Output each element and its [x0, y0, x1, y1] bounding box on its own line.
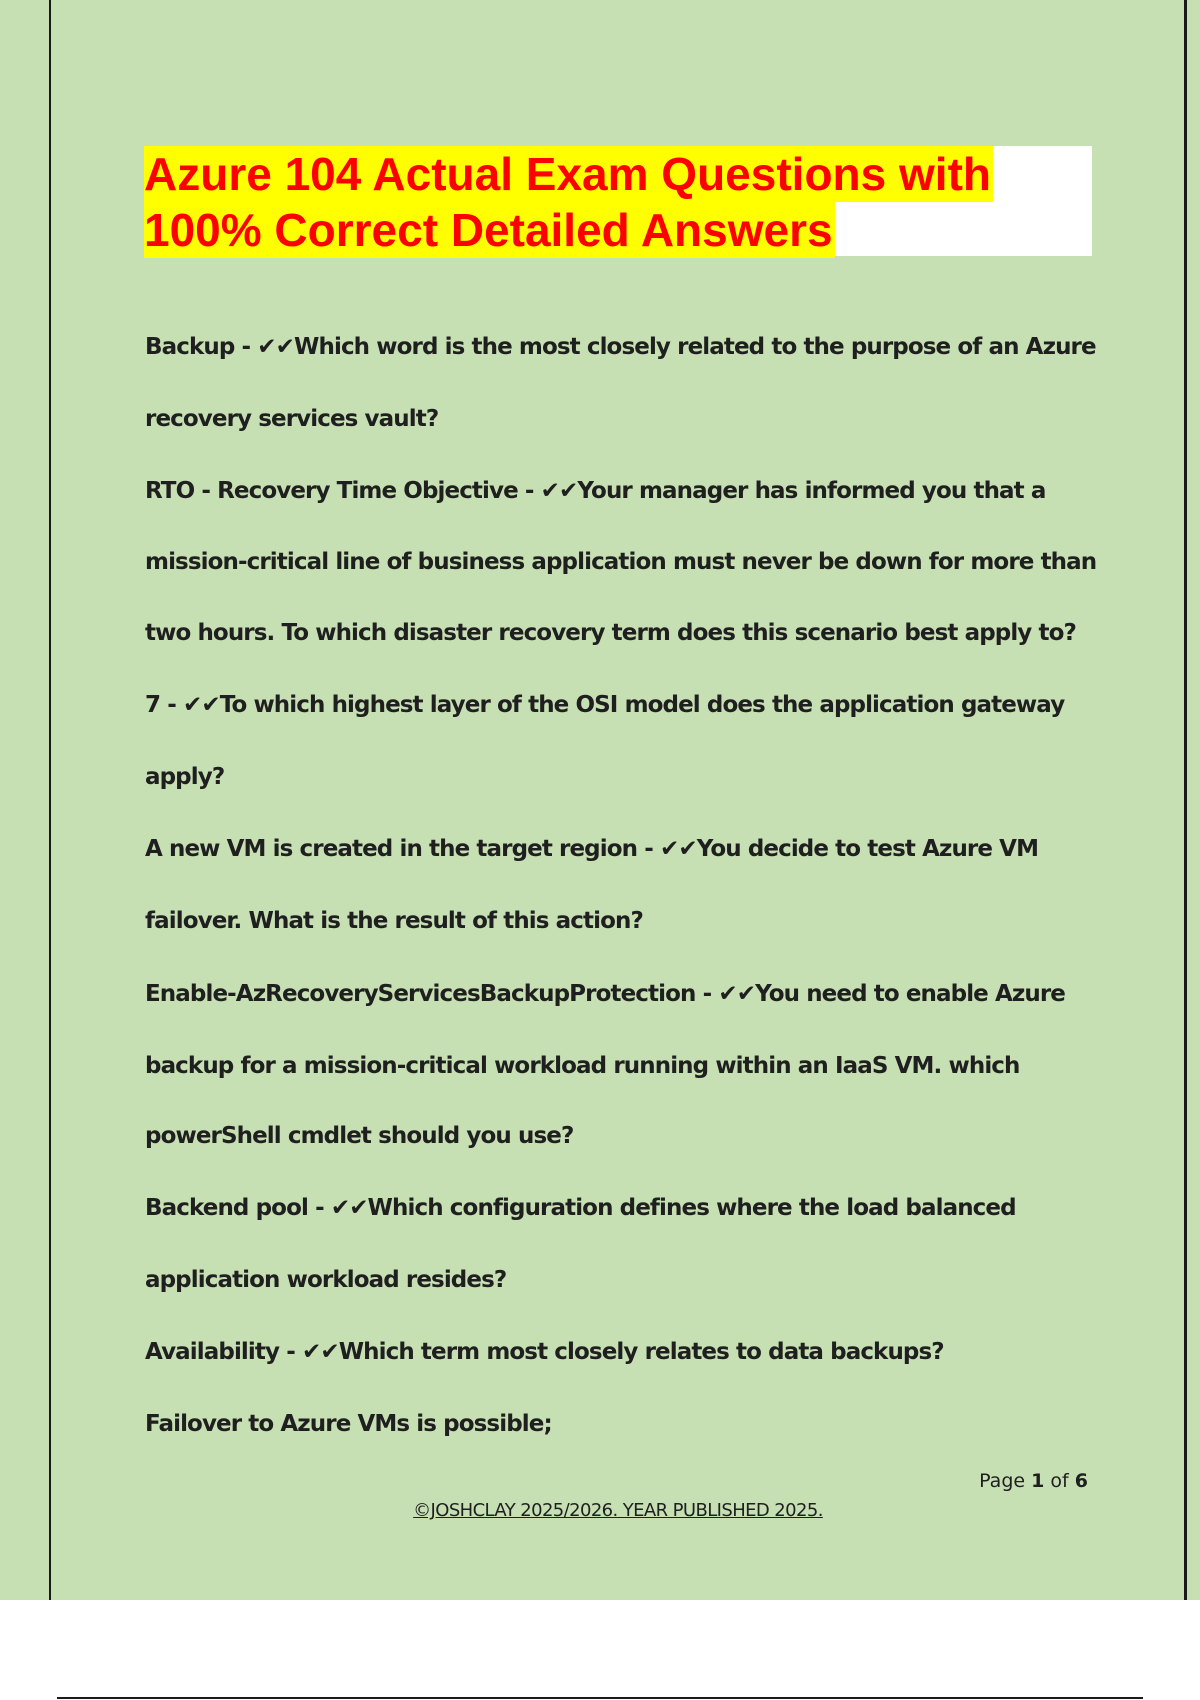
qa-line: RTO - Recovery Time Objective - ✔✔Your manager has informed you that a	[145, 478, 1046, 504]
qa-line: Backend pool - ✔✔Which configuration defines where the load balanced	[145, 1195, 1016, 1221]
qa-line: backup for a mission-critical workload running within an IaaS VM. which	[145, 1053, 1020, 1079]
qa-line: Enable-AzRecoveryServicesBackupProtection - ✔✔You need to enable Azure	[145, 981, 1065, 1007]
document-title-line-2: 100% Correct Detailed Answers	[144, 204, 833, 256]
next-page-top-rule	[57, 1697, 1143, 1699]
page-border-right	[1184, 0, 1187, 1600]
copyright-notice: ©JOSHCLAY 2025/2026. YEAR PUBLISHED 2025.	[413, 1500, 823, 1521]
qa-line: application workload resides?	[145, 1267, 507, 1293]
qa-line: powerShell cmdlet should you use?	[145, 1123, 574, 1149]
qa-line: Failover to Azure VMs is possible;	[145, 1411, 552, 1437]
qa-line: 7 - ✔✔To which highest layer of the OSI model does the application gateway	[145, 692, 1065, 718]
qa-line: two hours. To which disaster recovery term does this scenario best apply to?	[145, 620, 1076, 646]
page-number	[960, 1470, 1088, 1492]
qa-line: Backup - ✔✔Which word is the most closely related to the purpose of an Azure	[145, 334, 1096, 360]
page-border-left	[49, 0, 51, 1600]
page-current: 1	[1031, 1470, 1045, 1492]
qa-line: A new VM is created in the target region - ✔✔You decide to test Azure VM	[145, 836, 1039, 862]
qa-line: Availability - ✔✔Which term most closely relates to data backups?	[145, 1339, 944, 1365]
page-of: of	[1044, 1470, 1075, 1492]
page-total: 6	[1074, 1470, 1088, 1492]
qa-line: apply?	[145, 764, 225, 790]
qa-line: recovery services vault?	[145, 406, 439, 432]
qa-line: mission-critical line of business application must never be down for more than	[145, 549, 1097, 575]
qa-line: failover. What is the result of this action?	[145, 908, 643, 934]
document-title-line-1: Azure 104 Actual Exam Questions with	[144, 148, 991, 200]
page-prefix: Page	[979, 1470, 1032, 1492]
